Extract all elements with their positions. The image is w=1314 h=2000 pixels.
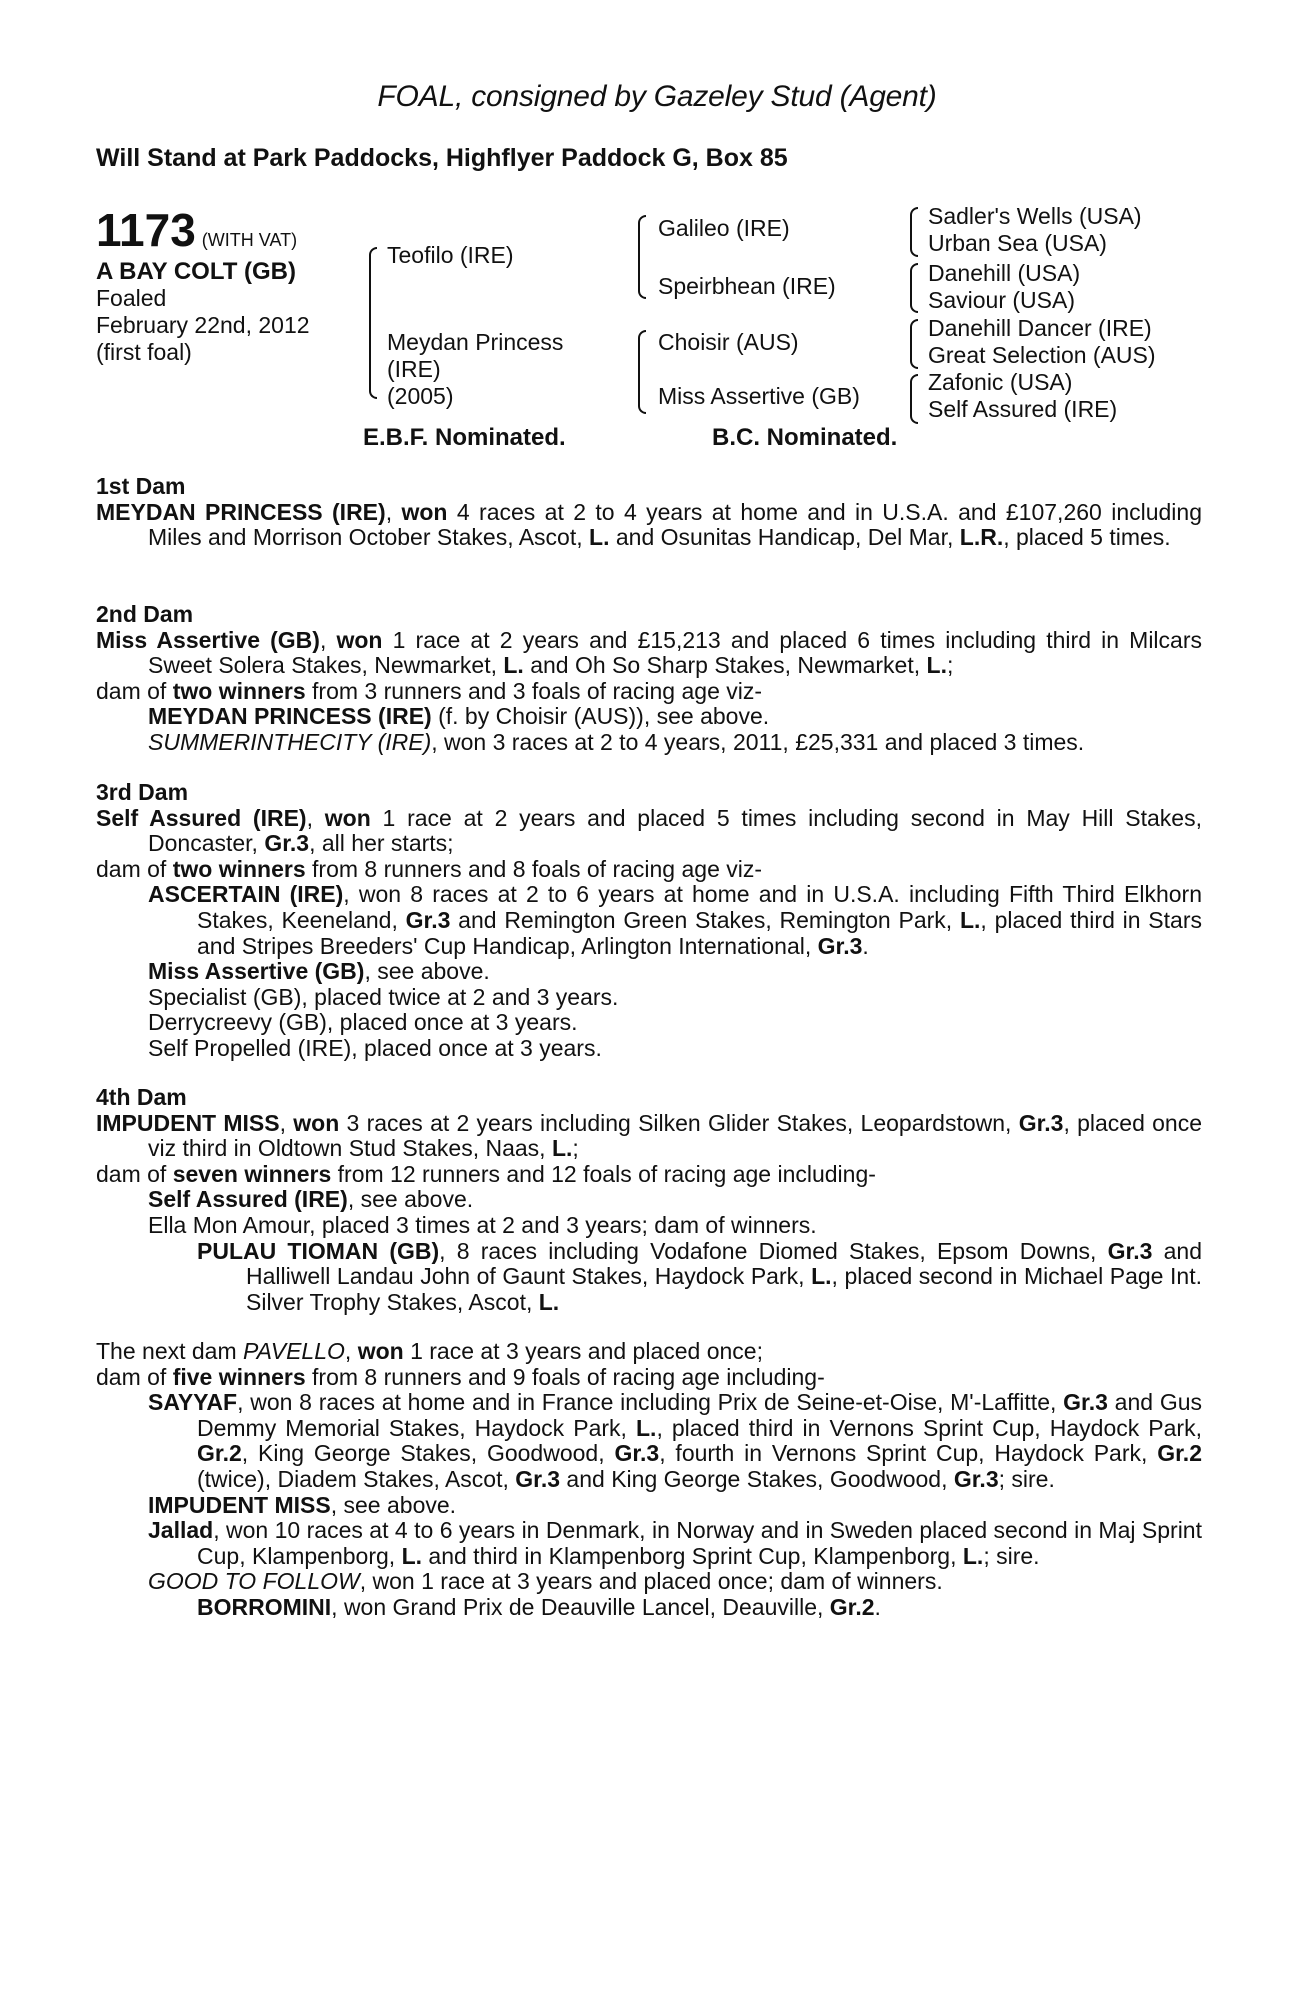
produce-text: , placed third in Vernons Sprint Cup, Haydock Park, bbox=[656, 1414, 1202, 1441]
won-label: won bbox=[357, 1338, 404, 1364]
produce-item bbox=[96, 1569, 1202, 1595]
produce-text: , 8 races including Vodafone Diomed Stakes, Epsom Downs, bbox=[439, 1237, 1108, 1264]
produce-text: , won 3 races at 2 to 4 years, 2011, £25,331 and placed 3 times. bbox=[431, 728, 1085, 755]
lot-vat: (WITH VAT) bbox=[201, 230, 298, 250]
dam-parents-brace bbox=[638, 330, 646, 414]
produce-text: , see above. bbox=[364, 958, 490, 985]
produce-text: and Remington Green Stakes, Remington Park, bbox=[450, 906, 960, 933]
produce-text: from 8 runners and 9 foals of racing age including- bbox=[305, 1363, 825, 1390]
produce-text: and third in Klampenborg Sprint Cup, Klampenborg, bbox=[422, 1542, 963, 1569]
won-label: won bbox=[293, 1109, 340, 1136]
produce-name: PULAU TIOMAN (GB) bbox=[197, 1237, 440, 1264]
bc-nomination: B.C. Nominated. bbox=[712, 424, 898, 451]
grade-group: Gr.2 bbox=[1157, 1440, 1202, 1467]
produce-name: Miss Assertive (GB) bbox=[148, 958, 365, 985]
pedigree-dam-sire: Choisir (AUS) bbox=[658, 329, 799, 355]
grade-listed: L. bbox=[926, 652, 947, 679]
lot-block bbox=[96, 204, 356, 366]
grade-group: Gr.3 bbox=[953, 1465, 999, 1492]
produce-text: and Gus Demmy Memorial Stakes, Haydock Park, bbox=[197, 1389, 1203, 1441]
produce-name: ASCERTAIN (IRE) bbox=[148, 881, 344, 908]
produce-text: , placed second in Michael Page Int. Silver Trophy Stakes, Ascot, bbox=[246, 1263, 1202, 1315]
pedigree-dam bbox=[387, 329, 563, 410]
produce-text: , fourth in Vernons Sprint Cup, Haydock Park, bbox=[659, 1440, 1158, 1467]
produce-text: from 8 runners and 8 foals of racing age viz- bbox=[305, 855, 763, 882]
second-dam-record: Miss Assertive (GB), won 1 race at 2 years and £15,213 and placed 6 times including third in Milcars Sweet Solera Stakes, Newmarket, L. and Oh So Sharp Stakes, Newmarket, L.; bbox=[96, 626, 1202, 679]
third-dam-name: Self Assured (IRE) bbox=[96, 804, 307, 831]
dam-of-label: dam of bbox=[96, 855, 173, 882]
grade-group: Gr.3 bbox=[264, 830, 310, 857]
fourth-dam-heading: 4th Dam bbox=[96, 1084, 187, 1110]
produce-text: and Halliwell Landau John of Gaunt Stakes, Haydock Park, bbox=[246, 1237, 1203, 1290]
produce-summary bbox=[96, 1162, 1202, 1188]
lot-note: (first foal) bbox=[96, 339, 192, 365]
brace-3 bbox=[910, 319, 918, 369]
pedigree-ssd: Urban Sea (USA) bbox=[928, 230, 1107, 256]
produce-text: (twice), Diadem Stakes, Ascot, bbox=[197, 1465, 516, 1492]
record-text: and Oh So Sharp Stakes, Newmarket, bbox=[523, 652, 927, 679]
foaled-label: Foaled bbox=[96, 285, 167, 311]
produce-item bbox=[96, 1493, 1202, 1519]
winners-count: seven winners bbox=[172, 1160, 332, 1187]
pedigree-dam-name: Meydan Princess bbox=[387, 329, 564, 355]
grade-listed: L. bbox=[962, 1542, 984, 1569]
first-dam-heading: 1st Dam bbox=[96, 473, 186, 499]
pedigree-sire: Teofilo (IRE) bbox=[387, 242, 514, 268]
sire-parents-brace bbox=[638, 215, 646, 299]
grade-group: Gr.3 bbox=[817, 932, 863, 959]
produce-name: SAYYAF bbox=[148, 1389, 238, 1416]
grand-produce-item bbox=[96, 1595, 1202, 1621]
record-text: 4 races at 2 to 4 years at home and in U.S.A. and £107,260 including Miles and Morrison October Stakes, Ascot, bbox=[148, 498, 1202, 551]
produce-text: , see above. bbox=[330, 1491, 457, 1518]
lot-name: A BAY COLT (GB) bbox=[96, 258, 297, 285]
produce-text: , won 10 races at 4 to 6 years in Denmark, in Norway and in Sweden placed second in Maj Sprint Cup, Klampenborg, bbox=[197, 1517, 1202, 1569]
produce-item bbox=[96, 730, 1202, 756]
next-dam-record bbox=[96, 1339, 1202, 1365]
pedigree-sire-sire: Galileo (IRE) bbox=[658, 215, 790, 241]
produce-text: , won 1 race at 3 years and placed once; dam of winners. bbox=[359, 1568, 943, 1595]
record-text: 1 race at 3 years and placed once; bbox=[403, 1338, 763, 1364]
third-dam-heading: 3rd Dam bbox=[96, 779, 189, 805]
second-dam-section bbox=[96, 602, 1202, 756]
produce-text: and King George Stakes, Goodwood, bbox=[560, 1465, 954, 1492]
winners-count: two winners bbox=[172, 677, 306, 704]
produce-name: Self Assured (IRE) bbox=[148, 1186, 348, 1213]
produce-name: IMPUDENT MISS bbox=[148, 1491, 331, 1518]
grade-listed: L. bbox=[811, 1263, 832, 1290]
grand-produce-item bbox=[96, 1239, 1202, 1316]
won-label: won bbox=[324, 804, 371, 831]
produce-name: SUMMERINTHECITY (IRE) bbox=[148, 728, 432, 755]
pedigree-dam-country: (IRE) bbox=[387, 356, 441, 382]
winners-count: two winners bbox=[172, 855, 306, 882]
grade-listed: L. bbox=[538, 1288, 560, 1315]
record-text: , placed once viz third in Oldtown Stud Stakes, Naas, bbox=[148, 1109, 1203, 1162]
produce-item bbox=[96, 959, 1202, 985]
produce-summary bbox=[96, 679, 1202, 705]
record-text: 3 races at 2 years including Silken Glider Stakes, Leopardstown, bbox=[339, 1109, 1019, 1136]
grade-listed: L. bbox=[959, 906, 981, 933]
fourth-dam-record: IMPUDENT MISS, won 3 races at 2 years including Silken Glider Stakes, Leopardstown, Gr.3, placed once viz third in Oldtown Stud Stakes, Naas, L.; bbox=[96, 1109, 1203, 1162]
grade-group: Gr.3 bbox=[1018, 1109, 1064, 1136]
pedigree-dam-dam: Miss Assertive (GB) bbox=[658, 383, 860, 409]
produce-text: from 3 runners and 3 foals of racing age viz- bbox=[305, 677, 763, 704]
grade-listed: L. bbox=[401, 1542, 423, 1569]
fourth-dam-name: IMPUDENT MISS bbox=[96, 1109, 280, 1136]
grade-group: Gr.3 bbox=[614, 1440, 660, 1467]
record-text: ; bbox=[572, 1135, 579, 1162]
first-dam-name: MEYDAN PRINCESS (IRE) bbox=[96, 498, 386, 525]
pedigree-dss: Danehill Dancer (IRE) bbox=[928, 315, 1152, 341]
produce-text: , won 8 races at 2 to 6 years at home and in U.S.A. including Fifth Third Elkhorn Stakes, Keeneland, bbox=[197, 881, 1202, 933]
brace-4 bbox=[910, 374, 918, 424]
grade-listed: L. bbox=[503, 652, 524, 679]
record-text: 1 race at 2 years and £15,213 and placed 6 times including third in Milcars Sweet Solera Stakes, Newmarket, bbox=[148, 626, 1202, 679]
pedigree-sss: Sadler's Wells (USA) bbox=[928, 203, 1142, 229]
produce-text: , King George Stakes, Goodwood, bbox=[241, 1440, 615, 1467]
separator: , bbox=[344, 1338, 358, 1364]
produce-item bbox=[96, 882, 1202, 959]
next-dam-section bbox=[96, 1339, 1202, 1621]
grade-group: Gr.2 bbox=[829, 1593, 875, 1620]
produce-summary bbox=[96, 1365, 1202, 1391]
grade-group: Gr.3 bbox=[405, 906, 451, 933]
foaled-date: February 22nd, 2012 bbox=[96, 312, 310, 338]
record-text: and Osunitas Handicap, Del Mar, bbox=[609, 524, 960, 551]
winners-count: five winners bbox=[172, 1363, 306, 1390]
produce-name: Jallad bbox=[148, 1517, 214, 1544]
won-label: won bbox=[336, 626, 383, 653]
produce-item: Specialist (GB), placed twice at 2 and 3 years. bbox=[148, 983, 619, 1010]
record-text: , placed 5 times. bbox=[1003, 524, 1171, 551]
pedigree-dds: Zafonic (USA) bbox=[928, 369, 1073, 395]
won-label: won bbox=[401, 498, 448, 525]
grade-group: Gr.3 bbox=[1107, 1237, 1153, 1264]
second-dam-name: Miss Assertive (GB) bbox=[96, 626, 320, 653]
first-dam-record: MEYDAN PRINCESS (IRE), won 4 races at 2 to 4 years at home and in U.S.A. and £107,260 including Miles and Morrison October Stakes, Ascot, L. and Osunitas Handicap, Del Mar, L.R., placed 5 times. bbox=[96, 498, 1202, 551]
dam-of-label: dam of bbox=[96, 1363, 173, 1390]
produce-text: , won 8 races at home and in France including Prix de Seine-et-Oise, M'-Laffitte, bbox=[237, 1389, 1064, 1416]
pedigree-dsd: Great Selection (AUS) bbox=[928, 342, 1156, 368]
produce-item bbox=[96, 1518, 1202, 1569]
next-dam-lead: The next dam bbox=[96, 1338, 244, 1364]
grade-listed: L. bbox=[551, 1135, 573, 1162]
consignment-line: FOAL, consigned by Gazeley Stud (Agent) bbox=[377, 80, 937, 113]
record-text: ; bbox=[946, 652, 954, 679]
grade-listed: L. bbox=[589, 524, 610, 551]
lot-number: 1173 bbox=[96, 204, 196, 256]
grade-group: Gr.3 bbox=[515, 1465, 561, 1492]
pedigree-dam-year: (2005) bbox=[387, 383, 454, 409]
produce-item: Derrycreevy (GB), placed once at 3 years. bbox=[148, 1009, 578, 1036]
produce-text: from 12 runners and 12 foals of racing age including- bbox=[331, 1160, 876, 1187]
produce-text: , won Grand Prix de Deauville Lancel, Deauville, bbox=[331, 1593, 830, 1620]
brace-2 bbox=[910, 263, 918, 313]
pedigree-sds: Danehill (USA) bbox=[928, 260, 1081, 286]
produce-name: MEYDAN PRINCESS (IRE) bbox=[148, 703, 432, 730]
pedigree-ddd: Self Assured (IRE) bbox=[928, 396, 1118, 422]
produce-text: ; sire. bbox=[998, 1465, 1055, 1492]
produce-summary bbox=[96, 857, 1202, 883]
pedigree-sire-dam: Speirbhean (IRE) bbox=[658, 273, 836, 299]
ebf-nomination: E.B.F. Nominated. bbox=[363, 424, 566, 451]
second-dam-heading: 2nd Dam bbox=[96, 601, 194, 627]
sire-dam-brace bbox=[369, 247, 377, 399]
produce-item bbox=[96, 1187, 1202, 1213]
produce-name: BORROMINI bbox=[197, 1593, 332, 1620]
next-dam-name: PAVELLO bbox=[243, 1338, 345, 1364]
fourth-dam-section bbox=[96, 1085, 1202, 1315]
brace-1 bbox=[910, 207, 918, 257]
third-dam-record: Self Assured (IRE), won 1 race at 2 years and placed 5 times including second in May Hill Stakes, Doncaster, Gr.3, all her starts; bbox=[96, 804, 1202, 857]
produce-text: , see above. bbox=[347, 1186, 474, 1213]
grade-listed: L. bbox=[635, 1414, 657, 1441]
grade-group: Gr.2 bbox=[197, 1440, 242, 1467]
produce-item: Self Propelled (IRE), placed once at 3 years. bbox=[148, 1034, 602, 1061]
dam-of-label: dam of bbox=[96, 677, 173, 704]
first-dam-section bbox=[96, 474, 1202, 551]
produce-text: . bbox=[862, 932, 869, 959]
produce-item bbox=[96, 1390, 1202, 1492]
produce-name: GOOD TO FOLLOW bbox=[148, 1568, 360, 1595]
third-dam-section bbox=[96, 780, 1202, 1062]
produce-item bbox=[96, 704, 1202, 730]
produce-text: ; sire. bbox=[983, 1542, 1040, 1569]
produce-text: (f. by Choisir (AUS)), see above. bbox=[431, 703, 770, 730]
produce-text: , placed third in Stars and Stripes Breeders' Cup Handicap, Arlington International, bbox=[197, 906, 1202, 959]
record-text: , all her starts; bbox=[309, 830, 454, 857]
pedigree-sdd: Saviour (USA) bbox=[928, 287, 1075, 313]
grade-listed-restricted: L.R. bbox=[959, 524, 1004, 551]
stand-location: Will Stand at Park Paddocks, Highflyer Paddock G, Box 85 bbox=[96, 144, 788, 172]
dam-of-label: dam of bbox=[96, 1160, 173, 1187]
grade-group: Gr.3 bbox=[1063, 1389, 1108, 1416]
record-text: 1 race at 2 years and placed 5 times including second in May Hill Stakes, Doncaster, bbox=[148, 804, 1202, 857]
produce-text: . bbox=[874, 1593, 881, 1620]
produce-item: Ella Mon Amour, placed 3 times at 2 and 3 years; dam of winners. bbox=[148, 1211, 817, 1238]
